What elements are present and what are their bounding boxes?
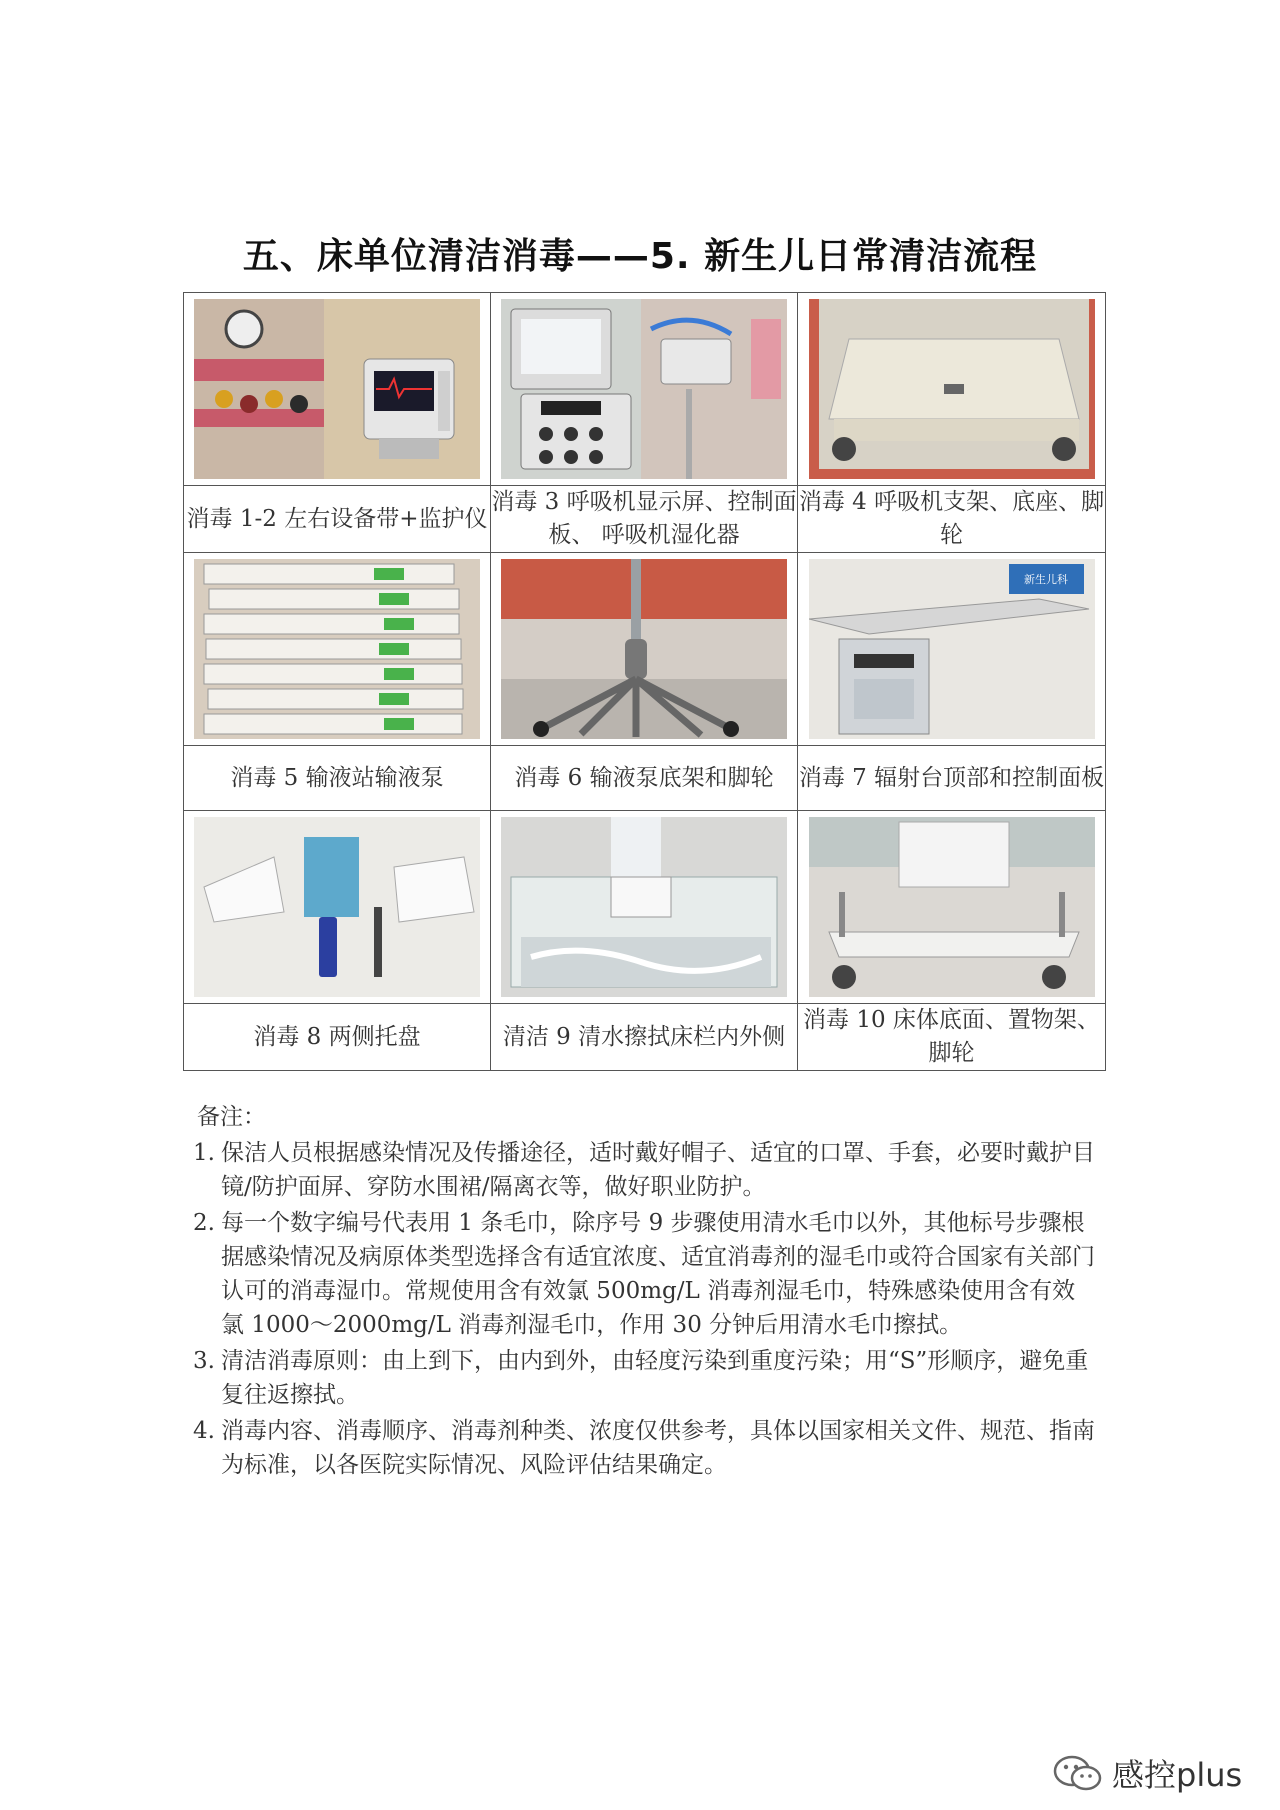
note-item [193, 1344, 1098, 1412]
photo-cell-10 [798, 811, 1106, 1004]
wechat-icon [1052, 1753, 1104, 1793]
photo-bed-bottom [809, 817, 1095, 997]
photo-cell-6 [491, 553, 798, 746]
photo-cell-3 [491, 293, 798, 486]
note-text: 消毒内容、消毒顺序、消毒剂种类、浓度仅供参考，具体以国家相关文件、规范、指南为标准，以各医院实际情况、风险评估结果确定。 [221, 1418, 1095, 1478]
photo-side-trays [194, 817, 480, 997]
note-number: 2. [193, 1210, 215, 1236]
caption-7: 消毒 7 辐射台顶部和控制面板 [798, 746, 1106, 811]
photo-cell-8 [184, 811, 491, 1004]
caption-6: 消毒 6 输液泵底架和脚轮 [491, 746, 798, 811]
photo-cell-9 [491, 811, 798, 1004]
notes-section [193, 1100, 1098, 1484]
caption-10: 消毒 10 床体底面、置物架、脚轮 [798, 1004, 1106, 1071]
photo-infusion-stand [501, 559, 787, 739]
note-number: 1. [193, 1140, 215, 1166]
watermark-text: 感控plus [1112, 1756, 1243, 1794]
note-number: 3. [193, 1348, 215, 1374]
caption-3: 消毒 3 呼吸机显示屏、控制面板、 呼吸机湿化器 [491, 486, 798, 553]
photo-cell-7 [798, 553, 1106, 746]
page-title: 五、床单位清洁消毒——5. 新生儿日常清洁流程 [242, 236, 1038, 277]
photo-ventilator-panel [501, 299, 787, 479]
caption-5: 消毒 5 输液站输液泵 [184, 746, 491, 811]
watermark [1052, 1750, 1242, 1796]
note-text: 清洁消毒原则：由上到下，由内到外，由轻度污染到重度污染；用“S”形顺序，避免重复往返擦拭。 [221, 1348, 1089, 1408]
caption-1: 消毒 1-2 左右设备带+监护仪 [184, 486, 491, 553]
photo-bed-rail [501, 817, 787, 997]
caption-8: 消毒 8 两侧托盘 [184, 1004, 491, 1071]
notes-heading: 备注： [197, 1104, 266, 1130]
photo-radiant-warmer [809, 559, 1095, 739]
note-item [193, 1414, 1098, 1482]
photo-monitor-equipment-band [194, 299, 480, 479]
note-text: 每一个数字编号代表用 1 条毛巾，除序号 9 步骤使用清水毛巾以外，其他标号步骤根据感染情况及病原体类型选择含有适宜浓度、适宜消毒剂的湿毛巾或符合国家有关部门认可的消毒湿巾。常规使用含有效氯 500mg/L 消毒剂湿毛巾，特殊感染使用含有效氯 1000～2000mg/L 消毒剂湿毛巾，作用 30 分钟后用清水毛巾擦拭。 [221, 1210, 1095, 1338]
note-text: 保洁人员根据感染情况及传播途径，适时戴好帽子、适宜的口罩、手套，必要时戴护目镜/防护面屏、穿防水围裙/隔离衣等，做好职业防护。 [221, 1140, 1095, 1200]
warmer-sign-label: 新生儿科 [1023, 573, 1068, 586]
photo-cell-5 [184, 553, 491, 746]
procedure-grid [183, 292, 1106, 1071]
note-item [193, 1136, 1098, 1204]
photo-ventilator-base [809, 299, 1095, 479]
photo-cell-4 [798, 293, 1106, 486]
note-item [193, 1206, 1098, 1342]
photo-cell-1 [184, 293, 491, 486]
caption-9: 清洁 9 清水擦拭床栏内外侧 [491, 1004, 798, 1071]
caption-4: 消毒 4 呼吸机支架、底座、脚轮 [798, 486, 1106, 553]
note-number: 4. [193, 1418, 215, 1444]
photo-infusion-pumps [194, 559, 480, 739]
